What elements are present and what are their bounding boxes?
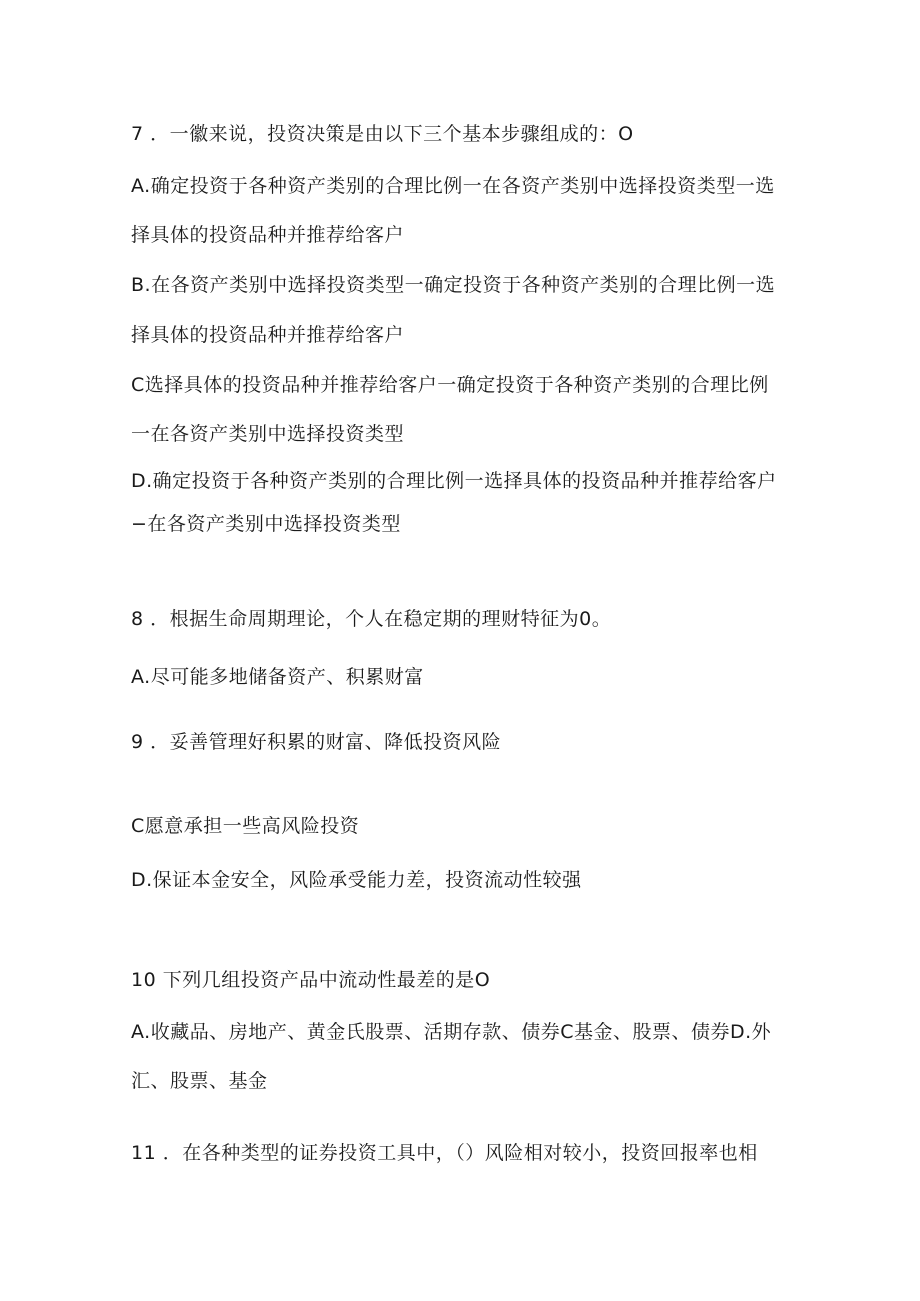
- question-7-option-c-line-2: 一在各资产类别中选择投资类型: [131, 423, 405, 445]
- question-8-stem: 8 ．根据生命周期理论，个人在稳定期的理财特征为0。: [131, 608, 612, 630]
- question-7-option-b-line-2: 择具体的投资品种并推荐给客户: [131, 324, 405, 346]
- question-7-option-d-line-1: D.确定投资于各种资产类别的合理比例一选择具体的投资品种并推荐给客户: [131, 470, 777, 492]
- question-7-option-c-line-1: C选择具体的投资品种并推荐给客户一确定投资于各种资产类别的合理比例: [131, 374, 769, 396]
- question-11-stem: 11 ．在各种类型的证券投资工具中，（）风险相对较小，投资回报率也相: [131, 1142, 758, 1164]
- question-8-option-a: A.尽可能多地储备资产、积累财富: [131, 666, 424, 688]
- question-8-option-d: D.保证本金安全，风险承受能力差，投资流动性较强: [131, 869, 582, 891]
- question-7-stem: 7 ．一徽来说，投资决策是由以下三个基本步骤组成的：O: [131, 123, 634, 145]
- question-10-options-line-2: 汇、股票、基金: [131, 1070, 268, 1092]
- question-7-option-b-line-1: B.在各资产类别中选择投资类型一确定投资于各种资产类别的合理比例一选: [131, 274, 776, 296]
- question-8-option-c: C愿意承担一些高风险投资: [131, 815, 360, 837]
- question-7-option-a-line-2: 择具体的投资品种并推荐给客户: [131, 224, 405, 246]
- question-7-option-d-line-2: −在各资产类别中选择投资类型: [131, 513, 401, 535]
- question-10-options-line-1: A.收藏品、房地产、黄金氏股票、活期存款、债券C基金、股票、债券D.外: [131, 1021, 772, 1043]
- question-9-line: 9 ．妥善管理好积累的财富、降低投资风险: [131, 731, 502, 753]
- question-10-stem: 10 下列几组投资产品中流动性最差的是O: [131, 969, 491, 991]
- question-7-option-a-line-1: A.确定投资于各种资产类别的合理比例一在各资产类别中选择投资类型一选: [131, 175, 775, 197]
